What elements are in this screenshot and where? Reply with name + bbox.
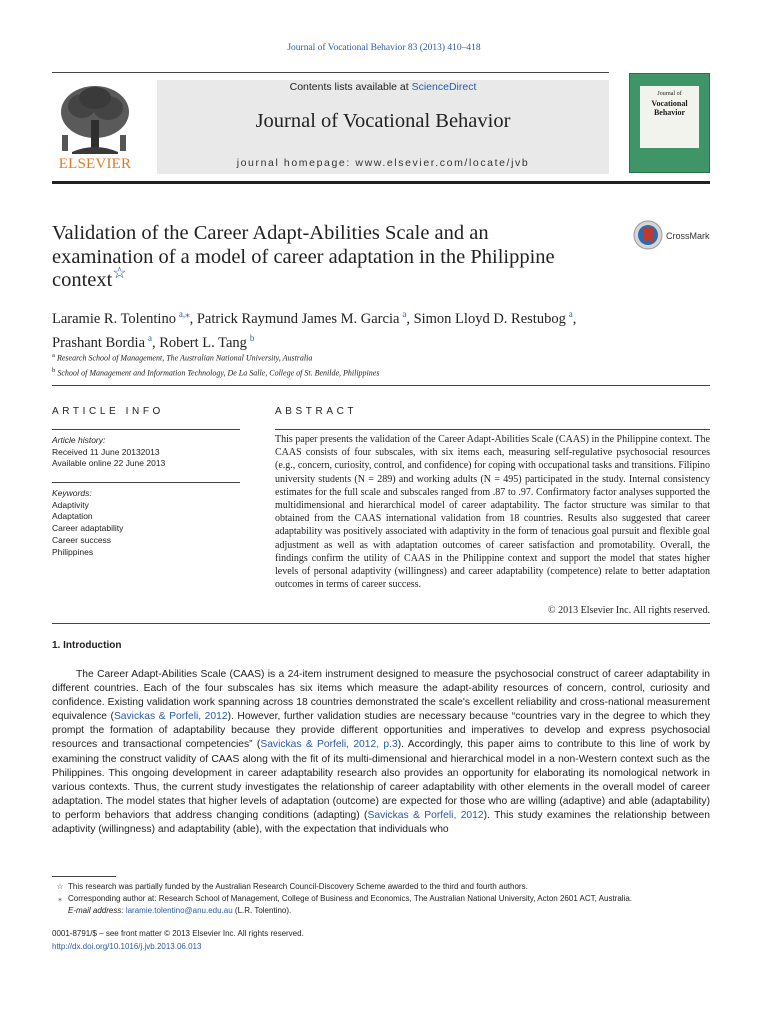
keyword: Philippines bbox=[52, 546, 94, 557]
available-date: Available online 22 June 2013 bbox=[52, 458, 166, 469]
keywords-label: Keywords: bbox=[52, 488, 92, 498]
author-1-affil[interactable]: a,⁎ bbox=[178, 309, 190, 319]
author-sep: , bbox=[189, 310, 197, 327]
journal-homepage[interactable]: journal homepage: www.elsevier.com/locate/jvb bbox=[236, 157, 530, 169]
corresponding-footnote bbox=[52, 893, 712, 905]
author-list bbox=[52, 305, 712, 353]
keyword: Adaptivity bbox=[52, 499, 89, 510]
author-sep: , bbox=[572, 310, 577, 327]
affiliation-mark: b bbox=[52, 366, 56, 374]
header-thick-rule bbox=[52, 181, 710, 184]
footnote-star-icon: ☆ bbox=[56, 882, 64, 891]
affiliation-b bbox=[52, 365, 712, 380]
author-5: Robert L. Tang bbox=[159, 334, 247, 351]
received-date: Received 11 June 20132013 bbox=[52, 446, 160, 457]
sciencedirect-link[interactable]: ScienceDirect bbox=[411, 81, 477, 93]
keyword: Career success bbox=[52, 534, 112, 545]
affiliation-text: School of Management and Information Technology, De La Salle, College of St. Benilde, Philippines bbox=[57, 368, 380, 378]
abstract-heading: ABSTRACT bbox=[275, 406, 358, 417]
footnote-rule bbox=[52, 876, 116, 877]
issn-block bbox=[52, 928, 712, 953]
funding-text: This research was partially funded by the Australian Research Council-Discovery Scheme awarded to the third and fourth authors. bbox=[68, 882, 528, 891]
email-footnote bbox=[52, 905, 712, 917]
author-2-affil[interactable]: a bbox=[402, 309, 407, 319]
elsevier-wordmark: ELSEVIER bbox=[58, 156, 132, 172]
issn-line: 0001-8791/$ – see front matter © 2013 Elsevier Inc. All rights reserved. bbox=[52, 929, 304, 938]
article-title-text: Validation of the Career Adapt-Abilities Scale and an examination of a model of career adaptation in the Philippine context bbox=[52, 222, 555, 291]
abstract-copyright: © 2013 Elsevier Inc. All rights reserved. bbox=[547, 605, 710, 616]
contents-prefix: Contents lists available at bbox=[289, 81, 412, 93]
footnote-asterisk-icon: ⁎ bbox=[58, 894, 62, 904]
article-title bbox=[52, 222, 572, 293]
author-5-affil[interactable]: b bbox=[249, 332, 255, 343]
abstract-rule bbox=[275, 429, 710, 430]
author-4: Prashant Bordia bbox=[52, 334, 146, 351]
cover-small-text: Journal of bbox=[657, 91, 682, 97]
journal-title: Journal of Vocational Behavior bbox=[255, 110, 511, 132]
citation-link[interactable]: Savickas & Porfeli, 2012 bbox=[367, 809, 484, 821]
abstract-bottom-rule bbox=[52, 623, 710, 624]
author-3-affil[interactable]: a bbox=[568, 309, 573, 319]
contents-line bbox=[157, 81, 609, 93]
header-rule bbox=[52, 72, 609, 73]
keyword: Adaptation bbox=[52, 511, 93, 522]
abstract-text: This paper presents the validation of the Career Adapt-Abilities Scale (CAAS) in the Philippine context. The CAAS consists of four subscales, with six items each, measuring self-regulative psychosocial resources (e.g., concern, curiosity, control, and confidence) for coping with occupational tasks and transitions. Filipino university students (N = 289) and working adults (N = 495) participated in the study. Internal consistency estimates for the full scale and subscales ranged from .87 to .97. Confirmatory factor analyses supported the multidimensional and hierarchical model of career adaptability. The factor structure was similar to that obtained from the CAAS international validation from 18 countries. Results also suggested that career adaptability was positively associated with adaptivity in the form of tenacious goal pursuit and flexible goal adjustment as well as with adaptation outcomes of career satisfaction and promotability. Overall, the findings confirm the utility of CAAS in the Philippine context and support the model that states higher levels of personal adaptivity (willingness) and career adaptability (competence) relate to better adaptation outcomes in terms of career success. bbox=[275, 434, 710, 591]
author-3: Simon Lloyd D. Restubog bbox=[413, 310, 566, 327]
author-sep: , bbox=[406, 310, 414, 327]
citation-link[interactable]: Savickas & Porfeli, 2012, p.3 bbox=[260, 739, 398, 751]
author-4-affil[interactable]: a bbox=[147, 332, 152, 343]
title-footnote-star-icon[interactable]: ☆ bbox=[112, 265, 127, 283]
article-info-heading: ARTICLE INFO bbox=[52, 406, 164, 417]
affiliations bbox=[52, 350, 712, 379]
intro-text-1: The Career Adapt-Abilities Scale (CAAS) is a 24-item instrument designed to measure the psychosocial construct of career adaptability in different countries. Each of the four subscales has six items which measure the adapt-ability resources of concern, control, curiosity and confidence. Existing validation work spanning across 18 countries demonstrated the scale's excellent reliability and cross-national measurement equivalence ( bbox=[52, 669, 710, 723]
email-label: E-mail address: bbox=[68, 906, 124, 916]
crossmark-label[interactable]: CrossMark bbox=[666, 231, 710, 241]
keyword: Career adaptability bbox=[52, 523, 124, 534]
keywords-block bbox=[52, 488, 242, 558]
affiliation-a bbox=[52, 350, 712, 365]
email-suffix: (L.R. Tolentino). bbox=[234, 906, 292, 916]
affiliation-mark: a bbox=[52, 352, 55, 359]
cover-line-2: Behavior bbox=[653, 108, 686, 117]
email-link[interactable]: laramie.tolentino@anu.edu.au bbox=[125, 906, 233, 916]
author-1: Laramie R. Tolentino bbox=[52, 310, 176, 327]
article-history bbox=[52, 435, 242, 470]
intro-text-4: ). This study examines the relationship between adaptivity (willingness) and adaptability (able), with the expectation that individuals who bbox=[52, 809, 711, 836]
intro-text-3: ). Accordingly, this paper aims to contribute to this line of work by examining the construct validity of CAAS along with the fit of its multi-dimensional and hierarchical model in a non-Western context such as the Philippines. This ongoing development in career adaptability research also provides an opportunity for elaborating its nomological network in various contexts. Thus, the current study investigates the relationship of career adaptability with other elements in the overall model of career adaptation. The model states that higher levels of adaptation (outcome) are expected for those who are willing (adaptive) and able (adaptability) to perform behaviors that address changing conditions (adapting) ( bbox=[52, 739, 710, 821]
intro-text-2: ). However, further validation studies are necessary because “countries vary in the degree to which they prompt the formation of adaptability because they provide different opportunities and imperatives to develop and express psychosocial resources and transactional competencies” ( bbox=[52, 711, 711, 751]
author-2: Patrick Raymund James M. Garcia bbox=[196, 310, 400, 327]
affiliation-text: Research School of Management, The Australian National University, Australia bbox=[56, 353, 313, 363]
cover-title bbox=[640, 90, 699, 117]
introduction-paragraph bbox=[52, 668, 710, 837]
doi-link[interactable]: http://dx.doi.org/10.1016/j.jvb.2013.06.013 bbox=[52, 941, 202, 951]
journal-reference[interactable]: Journal of Vocational Behavior 83 (2013) 410–418 bbox=[287, 43, 481, 53]
introduction-heading: 1. Introduction bbox=[52, 640, 122, 651]
author-sep: , bbox=[151, 334, 160, 351]
history-label: Article history: bbox=[52, 435, 106, 445]
cover-line-1: Vocational bbox=[651, 99, 688, 108]
section-rule bbox=[52, 385, 710, 386]
journal-cover-thumbnail[interactable] bbox=[629, 73, 710, 173]
corresponding-text: Corresponding author at: Research School of Management, College of Business and Economics, The Australian National University, Acton 2601 ACT, Australia. bbox=[68, 894, 633, 904]
article-info-rule bbox=[52, 482, 240, 483]
citation-link[interactable]: Savickas & Porfeli, 2012 bbox=[113, 711, 228, 723]
footnotes bbox=[52, 881, 712, 918]
article-info-rule bbox=[52, 429, 240, 430]
funding-footnote bbox=[52, 881, 712, 893]
